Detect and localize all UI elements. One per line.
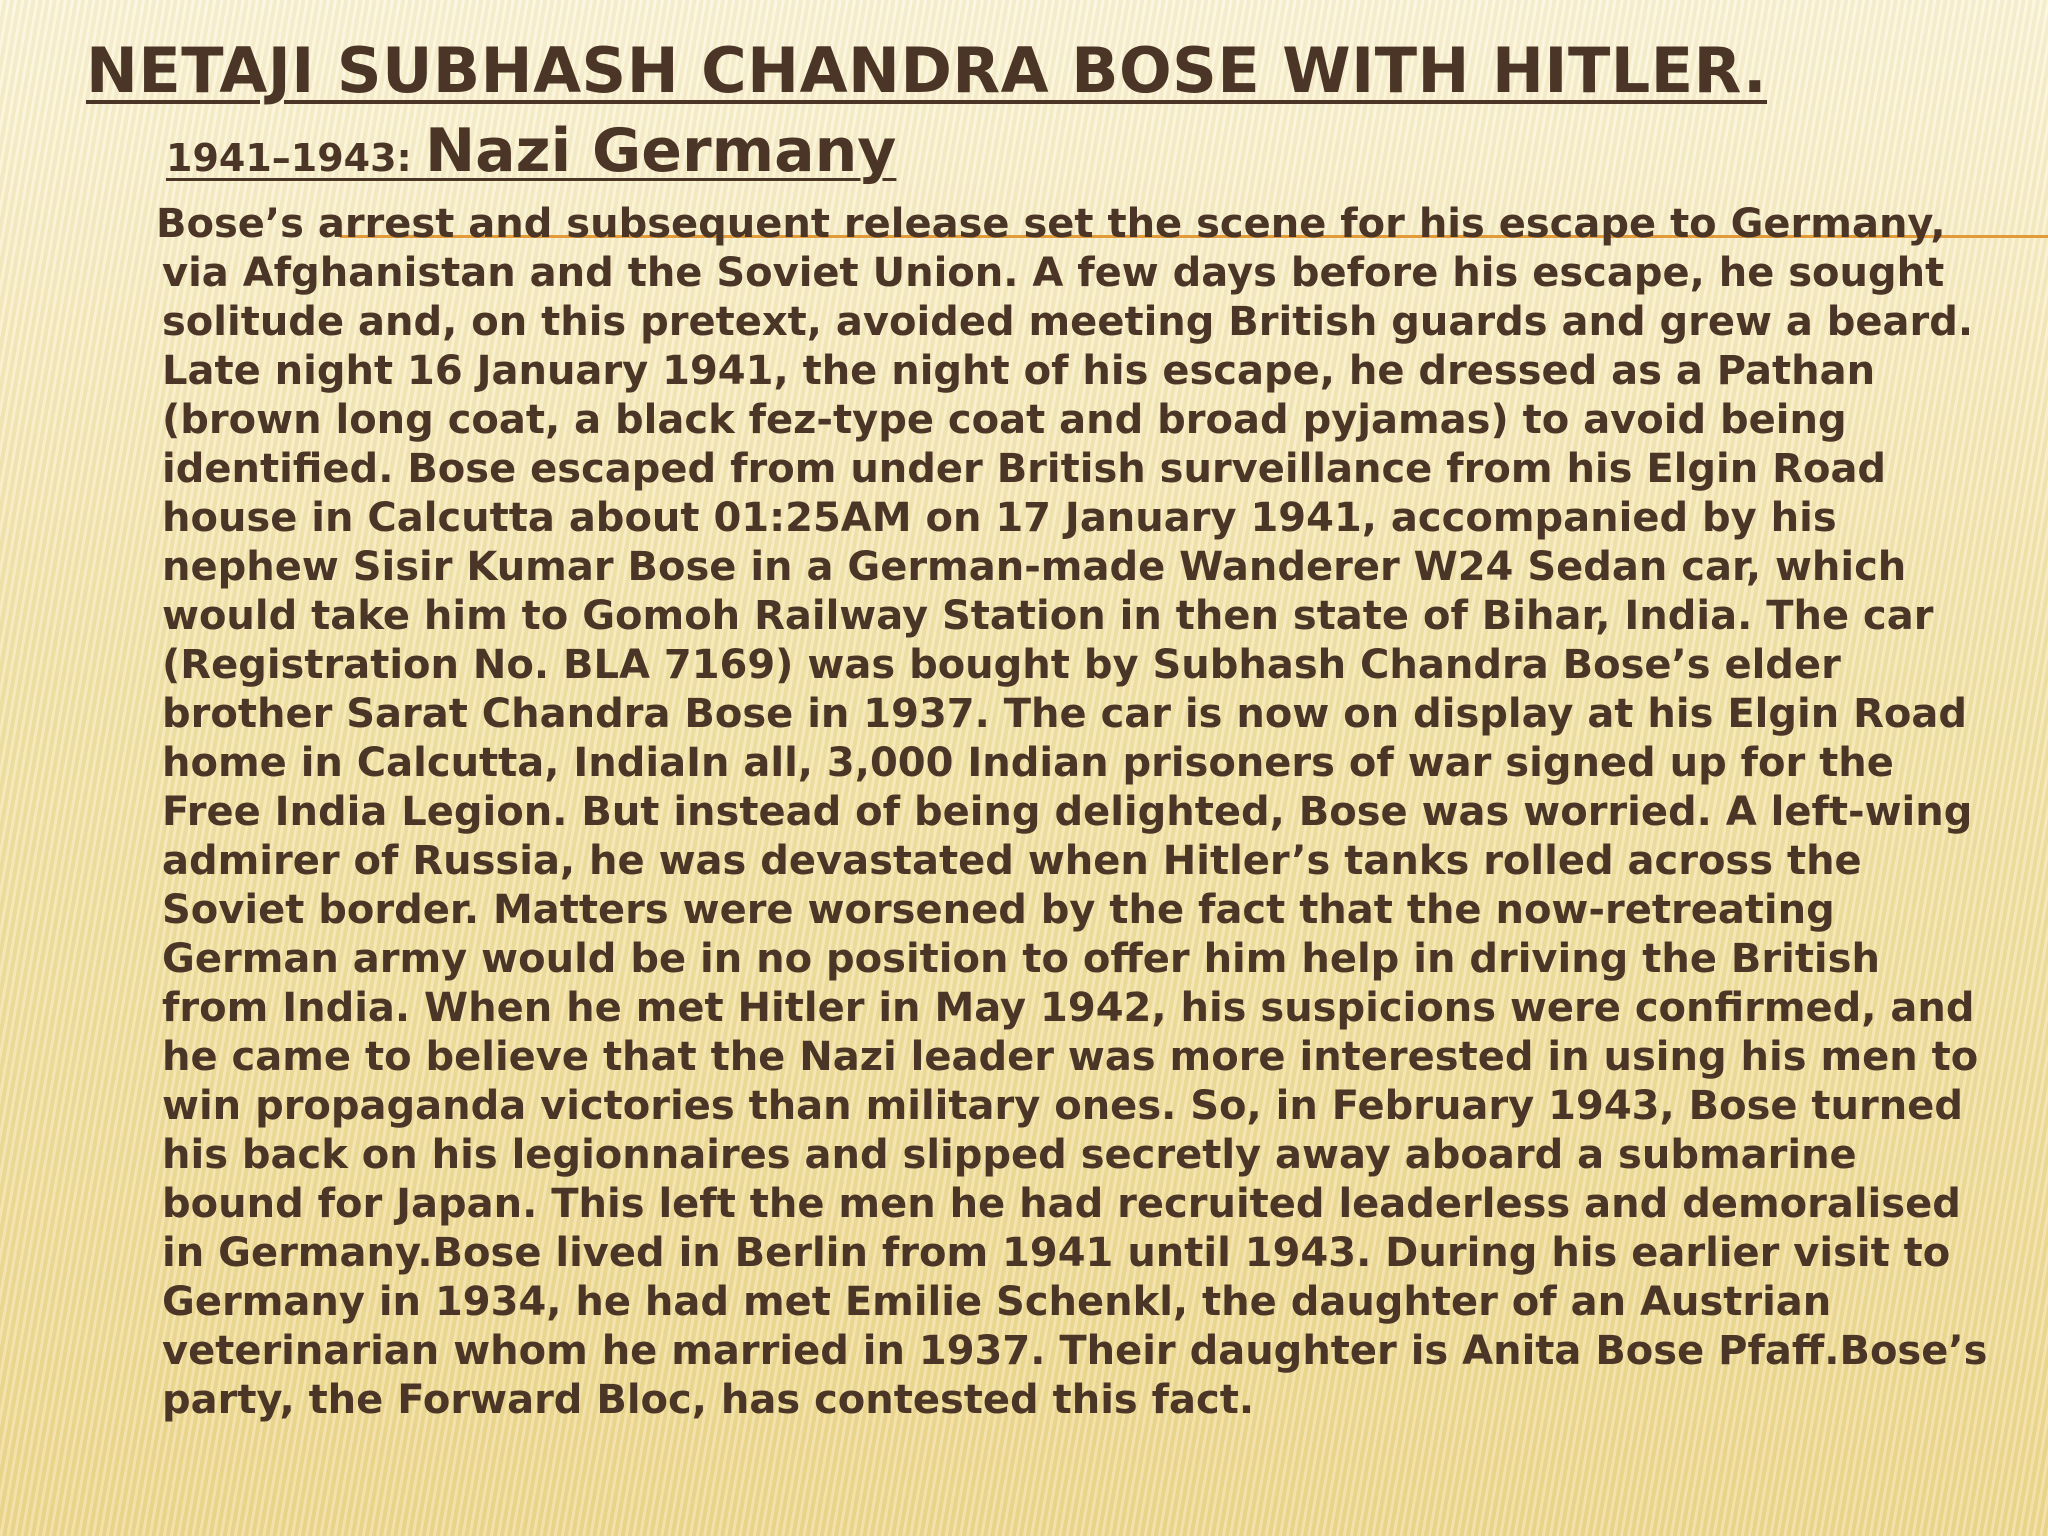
body-paragraph: Bose’s arrest and subsequent release set the scene for his escape to Germany, via Afghanistan and the Soviet Union. A few days before his escape, he sought solitude and, on this pretext, avoided meeting British guards and grew a beard. Late night 16 January 1941, the night of his escape, he dressed as a Pathan (brown long coat, a black fez-type coat and broad pyjamas) to avoid being identified. Bose escaped from under British surveillance from his Elgin Road house in Calcutta about 01:25AM on 17 January 1941, accompanied by his nephew Sisir Kumar Bose in a German-made Wanderer W24 Sedan car, which would take him to Gomoh Railway Station in then state of Bihar, India. The car (Registration No. BLA 7169) was bought by Subhash Chandra Bose’s elder brother Sarat Chandra Bose in 1937. The car is now on display at his Elgin Road home in Calcutta, IndiaIn all, 3,000 Indian prisoners of war signed up for the Free India Legion. But instead of being delighted, Bose was worried. A left-wing admirer of Russia, he was devastated when Hitler’s tanks rolled across the Soviet border. Matters were worsened by the fact that the now-retreating German army would be in no position to offer him help in driving the British from India. When he met Hitler in May 1942, his suspicions were confirmed, and he came to believe that the Nazi leader was more interested in using his men to win propaganda victories than military ones. So, in February 1943, Bose turned his back on his legionnaires and slipped secretly away aboard a submarine bound for Japan. This left the men he had recruited leaderless and demoralised in Germany.Bose lived in Berlin from 1941 until 1943. During his earlier visit to Germany in 1934, he had met Emilie Schenkl, the daughter of an Austrian veterinarian whom he married in 1937. Their daughter is Anita Bose Pfaff.Bose’s party, the Forward Bloc, has contested this fact. <box>156 201 1988 1423</box>
slide-subtitle <box>166 116 896 186</box>
subtitle-place: Nazi Germany <box>424 116 897 186</box>
subtitle-years: 1941–1943: <box>166 136 425 180</box>
slide-title: NETAJI SUBHASH CHANDRA BOSE WITH HITLER. <box>86 34 1768 107</box>
